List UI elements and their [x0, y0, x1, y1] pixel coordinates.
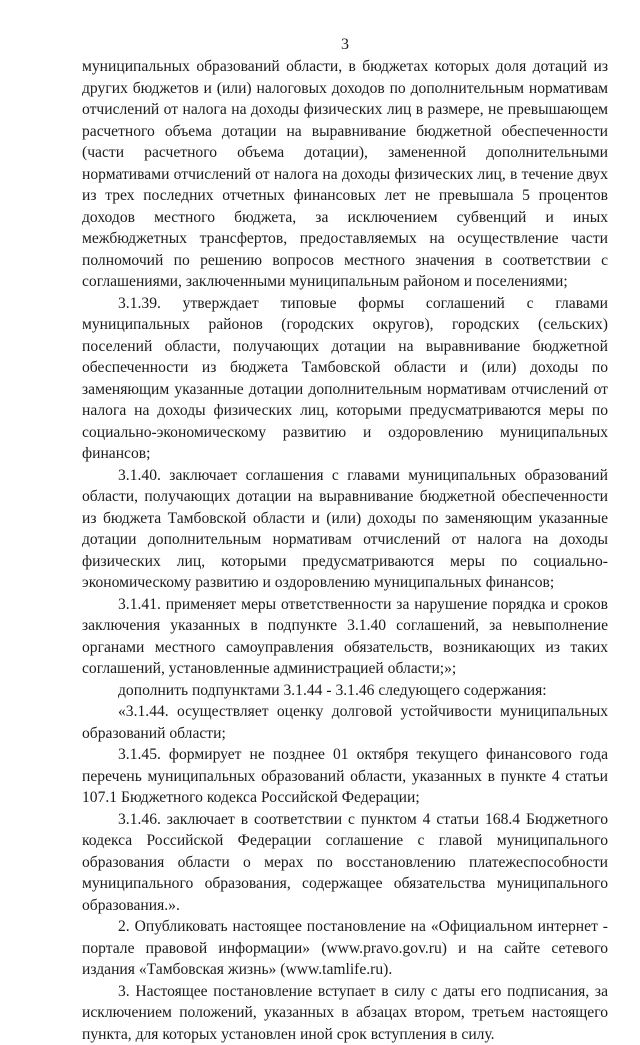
- paragraph-amendment-intro: дополнить подпунктами 3.1.44 - 3.1.46 следующего содержания:: [82, 680, 608, 702]
- paragraph-item-2-publication: 2. Опубликовать настоящее постановление на «Официальном интернет - портале правовой информации» (www.pravo.gov.ru) и на сайте сетевого издания «Тамбовская жизнь» (www.tamlife.ru).: [82, 916, 608, 981]
- paragraph-3-1-40: 3.1.40. заключает соглашения с главами муниципальных образований области, получающих дотации на выравнивание бюджетной обеспеченности из бюджета Тамбовской области и (или) доходы по заменяющим указанные дотации дополнительным нормативам отчислений от налога на доходы физических лиц, которыми предусматриваются меры по социально-экономическому развитию и оздоровлению муниципальных финансов;: [82, 465, 608, 594]
- paragraph-3-1-41: 3.1.41. применяет меры ответственности за нарушение порядка и сроков заключения указанных в подпункте 3.1.40 соглашений, за невыполнение органами местного самоуправления обязательств, возникающих из таких соглашений, установленные администрацией области;»;: [82, 594, 608, 680]
- paragraph-3-1-46: 3.1.46. заключает в соответствии с пунктом 4 статьи 168.4 Бюджетного кодекса Российской Федерации соглашение с главой муниципального образования области о мерах по восстановлению платежеспособности муниципального образования, содержащее обязательства муниципального образования.».: [82, 809, 608, 917]
- document-page: [82, 35, 608, 1045]
- paragraph-3-1-45: 3.1.45. формирует не позднее 01 октября текущего финансового года перечень муниципальных образований области, указанных в пункте 4 статьи 107.1 Бюджетного кодекса Российской Федерации;: [82, 744, 608, 809]
- paragraph-continuation: муниципальных образований области, в бюджетах которых доля дотаций из других бюджетов и (или) налоговых доходов по дополнительным нормативам отчислений от налога на доходы физических лиц в размере, не превышающем расчетного объема дотации на выравнивание бюджетной обеспеченности (части расчетного объема дотации), замененной дополнительными нормативами отчислений от налога на доходы физических лиц, в течение двух из трех последних отчетных финансовых лет не превышала 5 процентов доходов местного бюджета, за исключением субвенций и иных межбюджетных трансфертов, предоставляемых на осуществление части полномочий по решению вопросов местного значения в соответствии с соглашениями, заключенными муниципальным районом и поселениями;: [82, 56, 608, 293]
- paragraph-item-3-entry-into-force: 3. Настоящее постановление вступает в силу с даты его подписания, за исключением положений, указанных в абзацах втором, третьем настоящего пункта, для которых установлен иной срок вступления в силу.: [82, 981, 608, 1045]
- paragraph-3-1-44: «3.1.44. осуществляет оценку долговой устойчивости муниципальных образований области;: [82, 701, 608, 744]
- paragraph-3-1-39: 3.1.39. утверждает типовые формы соглашений с главами муниципальных районов (городских округов), городских (сельских) поселений области, получающих дотации на выравнивание бюджетной обеспеченности из бюджета Тамбовской области и (или) доходы по заменяющим указанные дотации дополнительным нормативам отчислений от налога на доходы физических лиц, которыми предусматриваются меры по социально-экономическому развитию и оздоровлению муниципальных финансов;: [82, 293, 608, 465]
- page-number: 3: [82, 35, 608, 55]
